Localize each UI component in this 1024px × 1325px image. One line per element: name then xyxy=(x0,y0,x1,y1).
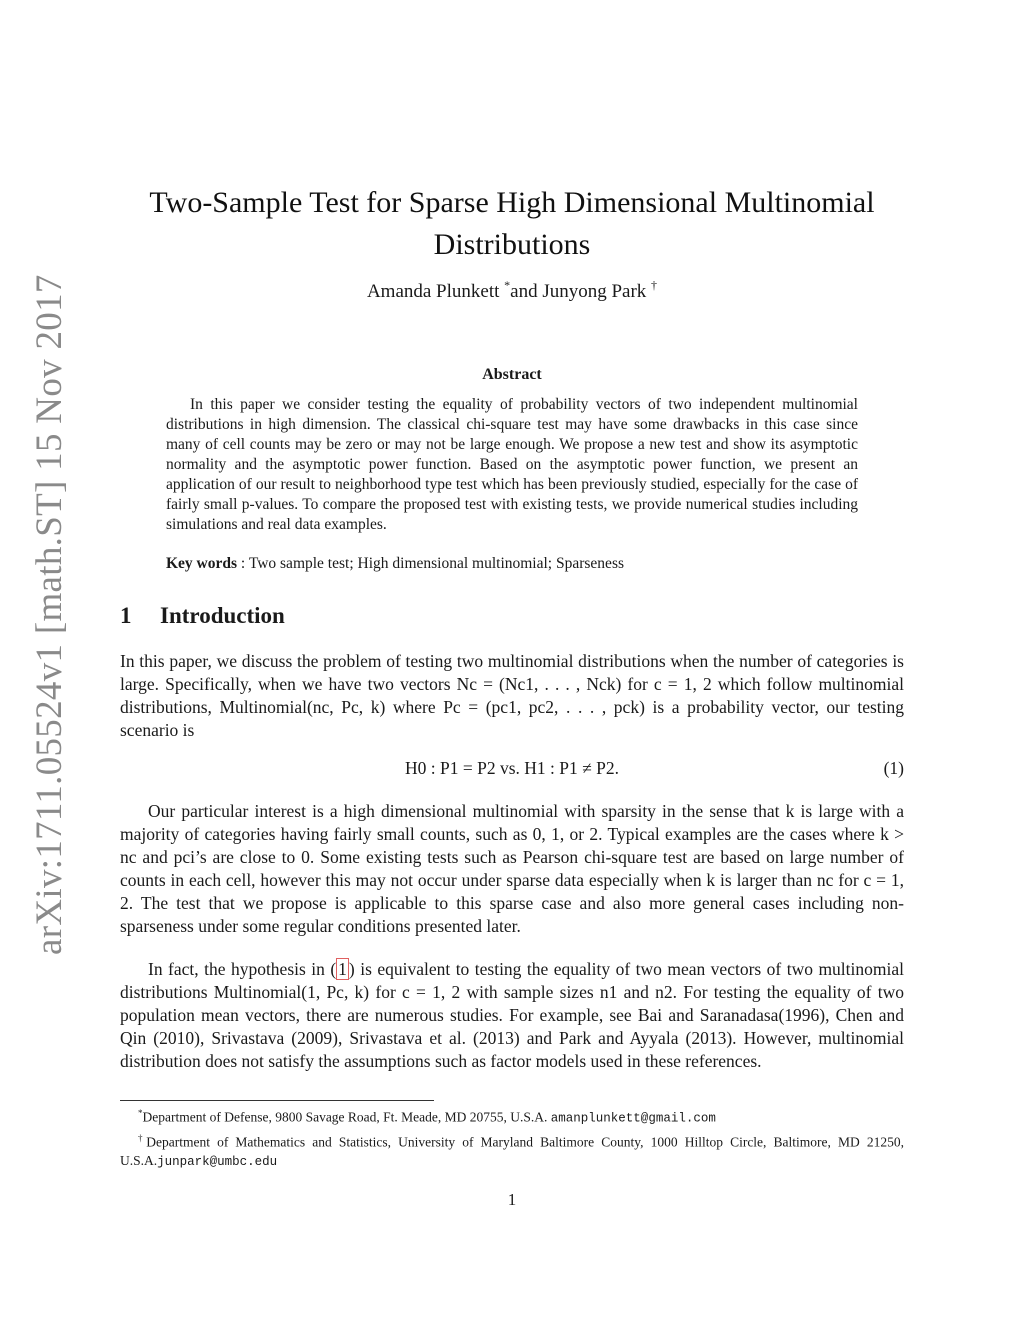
keywords-text: : Two sample test; High dimensional multinomial; Sparseness xyxy=(237,555,625,572)
footnote-2-text: Department of Mathematics and Statistics, University of Maryland Baltimore County, 1000 Hilltop Circle, Baltimore, MD 21250, U.S.A. xyxy=(120,1134,904,1168)
footnote-2-email-link[interactable]: junpark@umbc.edu xyxy=(157,1155,278,1169)
footnote-2 xyxy=(120,1129,904,1173)
author-1: Amanda Plunkett xyxy=(366,281,500,302)
abstract-heading: Abstract xyxy=(482,366,542,383)
paragraph-3-start: In fact, the hypothesis in ( xyxy=(148,959,337,979)
section-title: Introduction xyxy=(160,603,285,628)
author-line xyxy=(120,278,904,303)
arxiv-stamp: arXiv:1711.05524v1 [math.ST] 15 Nov 2017 xyxy=(29,274,70,955)
footnote-divider xyxy=(120,1100,434,1101)
keywords-label: Key words xyxy=(166,555,238,572)
keywords-line xyxy=(166,554,858,574)
paragraph-3 xyxy=(120,958,904,1073)
footnote-2-mark: † xyxy=(138,1132,147,1143)
footnote-1-email-link[interactable]: amanplunkett@gmail.com xyxy=(550,1111,716,1126)
section-heading xyxy=(120,603,285,629)
footnotes xyxy=(120,1104,904,1172)
footnote-1 xyxy=(120,1104,904,1129)
page-number: 1 xyxy=(507,1190,517,1209)
author-1-footnote-mark[interactable]: * xyxy=(504,278,511,292)
author-2-footnote-mark[interactable]: † xyxy=(651,278,658,292)
paragraph-1: In this paper, we discuss the problem of testing two multinomial distributions when the number of categories is large. Specifically, when we have two vectors Nc = (Nc1, . . . , Nck) for c = 1, 2 which follow multinomial distributions, Multinomial(nc, Pc, k) where Pc = (pc1, pc2, . . . , pck) is a probability vector, our testing scenario is xyxy=(120,651,904,740)
equation-1 xyxy=(120,758,904,782)
paragraph-3-rest: ) is equivalent to testing the equality of two mean vectors of two multinomial distributions Multinomial(1, Pc, k) for c = 1, 2 with sample sizes n1 and n2. For testing the equality of two population mean vectors, there are numerous studies. For example, see Bai and Saranadasa(1996), Chen and Qin (2010), Srivastava (2009), Srivastava et al. (2013) and Park and Ayyala (2013). However, multinomial distribution does not satisfy the assumptions such as factor models used in these references. xyxy=(120,959,904,1071)
author-2: and Junyong Park xyxy=(510,281,647,302)
equation-reference-link[interactable]: 1 xyxy=(338,959,347,979)
paper-title: Two-Sample Test for Sparse High Dimensional Multinomial Distributions xyxy=(149,186,875,261)
footnote-1-mark: * xyxy=(138,1108,143,1118)
abstract-text: In this paper we consider testing the equality of probability vectors of two independent multinomial distributions in high dimension. The classical chi-square test may have some drawbacks in this case since many of cell counts may be zero or may not be large enough. We propose a new test and show its asymptotic normality and the asymptotic power function. Based on the asymptotic power function, we present an application of our result to neighborhood type test which has been previously studied, especially for the case of fairly small p-values. To compare the proposed test with existing tests, we provide numerical studies including simulations and real data examples. xyxy=(166,396,858,533)
section-number: 1 xyxy=(120,603,132,628)
equation-number: (1) xyxy=(883,758,904,778)
paragraph-2: Our particular interest is a high dimensional multinomial with sparsity in the sense that k is large with a majority of categories having fairly small counts, such as 0, 1, or 2. Typical examples are the cases where k > nc and pci’s are close to 0. Some existing tests such as Pearson chi-square test are based on large number of counts in each cell, however this may not occur under sparse data especially when k is larger than nc for c = 1, 2. The test that we propose is applicable to this sparse case and also more general cases including non-sparseness under some regular conditions presented later. xyxy=(120,801,904,936)
footnote-1-text: Department of Defense, 9800 Savage Road, Ft. Meade, MD 20755, U.S.A. xyxy=(142,1109,551,1125)
equation-body: H0 : P1 = P2 vs. H1 : P1 ≠ P2. xyxy=(405,758,619,778)
